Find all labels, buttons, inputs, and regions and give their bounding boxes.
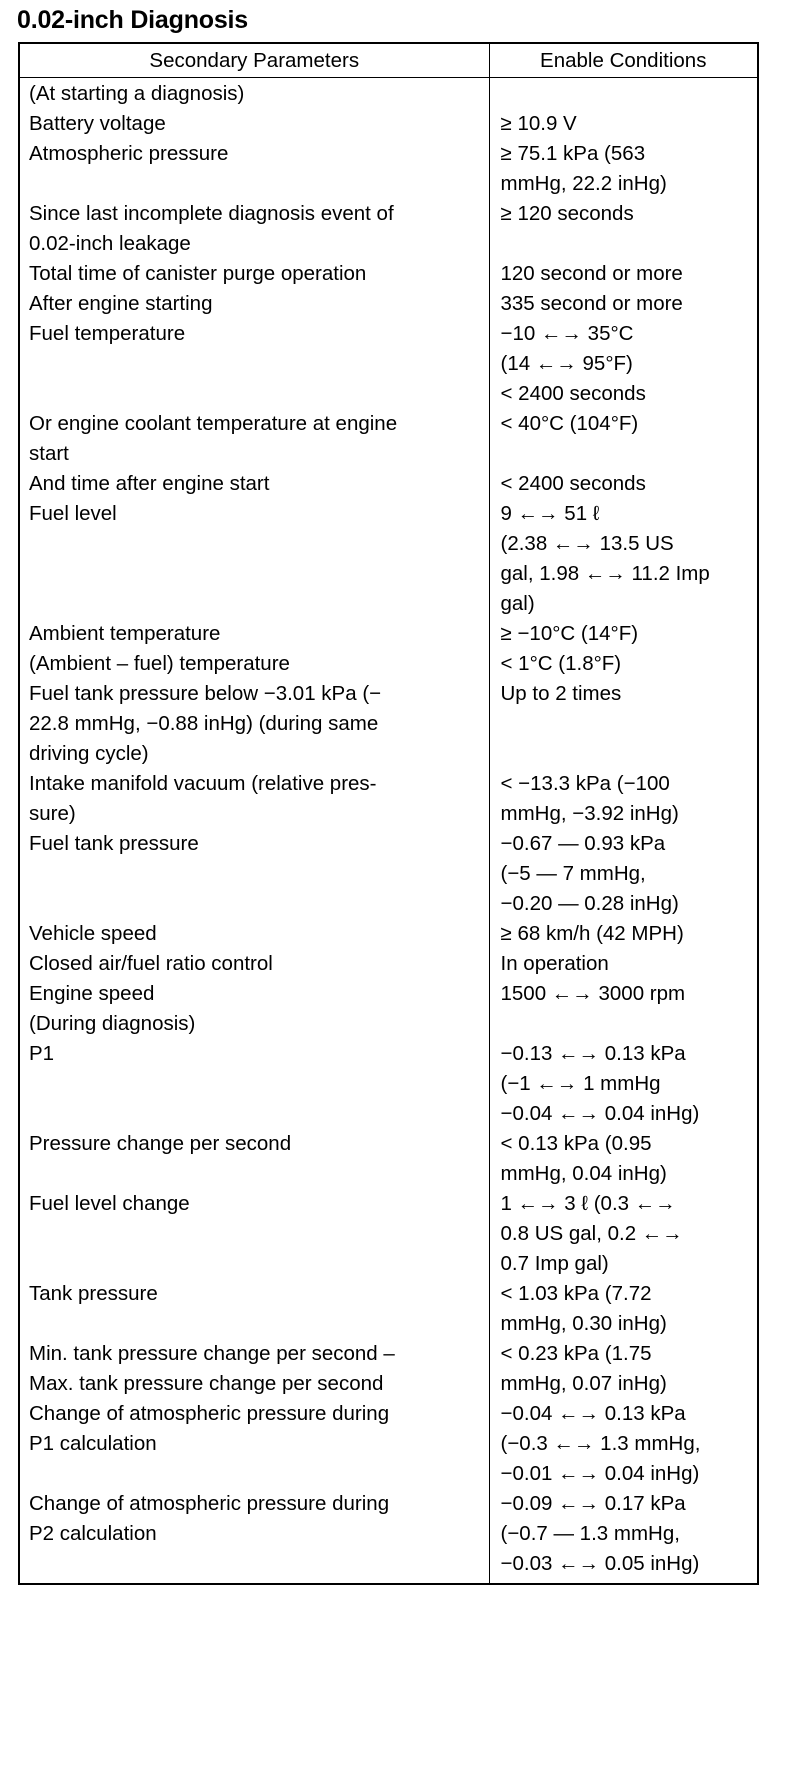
- parameter-cell: (Ambient – fuel) temperature: [19, 649, 489, 679]
- parameter-cell: Atmospheric pressure: [19, 139, 489, 199]
- parameter-cell: Tank pressure: [19, 1279, 489, 1339]
- table-header-row: [19, 43, 758, 78]
- parameter-cell: Fuel level change: [19, 1189, 489, 1279]
- header-enable-conditions: Enable Conditions: [489, 43, 758, 78]
- parameter-cell: Vehicle speed: [19, 919, 489, 949]
- parameter-cell: P1: [19, 1039, 489, 1129]
- table-row: [19, 259, 758, 289]
- parameter-cell: And time after engine start: [19, 469, 489, 499]
- condition-cell: 1 ←→ 3 ℓ (0.3 ←→ 0.8 US gal, 0.2 ←→ 0.7 Imp gal): [489, 1189, 758, 1279]
- table-row: [19, 1339, 758, 1399]
- table-row: [19, 679, 758, 769]
- condition-cell: < 0.13 kPa (0.95 mmHg, 0.04 inHg): [489, 1129, 758, 1189]
- parameter-cell: Fuel tank pressure below −3.01 kPa (− 22.8 mmHg, −0.88 inHg) (during same driving cycle): [19, 679, 489, 769]
- table-row: [19, 499, 758, 619]
- parameter-cell: Ambient temperature: [19, 619, 489, 649]
- parameter-cell: Fuel tank pressure: [19, 829, 489, 919]
- table-row: [19, 619, 758, 649]
- parameter-cell: Min. tank pressure change per second – Max. tank pressure change per second: [19, 1339, 489, 1399]
- table-row: [19, 1489, 758, 1584]
- parameter-cell: Intake manifold vacuum (relative pres- sure): [19, 769, 489, 829]
- parameter-cell: Fuel temperature: [19, 319, 489, 409]
- table-row: [19, 1399, 758, 1489]
- document-title: 0.02-inch Diagnosis: [17, 6, 248, 34]
- parameter-cell: Total time of canister purge operation: [19, 259, 489, 289]
- parameter-cell: Engine speed: [19, 979, 489, 1009]
- condition-cell: In operation: [489, 949, 758, 979]
- table-row: [19, 1279, 758, 1339]
- table-row: [19, 1009, 758, 1039]
- table-row: [19, 1039, 758, 1129]
- parameter-cell: Battery voltage: [19, 109, 489, 139]
- table-row: [19, 409, 758, 469]
- parameter-cell: Or engine coolant temperature at engine start: [19, 409, 489, 469]
- header-secondary-parameters: Secondary Parameters: [19, 43, 489, 78]
- table-row: [19, 1189, 758, 1279]
- condition-cell: ≥ −10°C (14°F): [489, 619, 758, 649]
- condition-cell: Up to 2 times: [489, 679, 758, 769]
- parameter-cell: (During diagnosis): [19, 1009, 489, 1039]
- parameter-cell: Fuel level: [19, 499, 489, 619]
- parameter-cell: Pressure change per second: [19, 1129, 489, 1189]
- condition-cell: 1500 ←→ 3000 rpm: [489, 979, 758, 1009]
- condition-cell: [489, 1009, 758, 1039]
- table-row: [19, 109, 758, 139]
- condition-cell: −10 ←→ 35°C (14 ←→ 95°F) < 2400 seconds: [489, 319, 758, 409]
- table-row: [19, 949, 758, 979]
- condition-cell: ≥ 75.1 kPa (563 mmHg, 22.2 inHg): [489, 139, 758, 199]
- condition-cell: −0.13 ←→ 0.13 kPa (−1 ←→ 1 mmHg −0.04 ←→ 0.04 inHg): [489, 1039, 758, 1129]
- table-row: [19, 649, 758, 679]
- condition-cell: < 2400 seconds: [489, 469, 758, 499]
- parameter-cell: Change of atmospheric pressure during P2 calculation: [19, 1489, 489, 1584]
- parameters-table: [18, 42, 759, 1585]
- parameter-cell: (At starting a diagnosis): [19, 78, 489, 110]
- table-row: [19, 78, 758, 110]
- table-row: [19, 829, 758, 919]
- condition-cell: [489, 78, 758, 110]
- condition-cell: < −13.3 kPa (−100 mmHg, −3.92 inHg): [489, 769, 758, 829]
- condition-cell: −0.67 — 0.93 kPa (−5 — 7 mmHg, −0.20 — 0.28 inHg): [489, 829, 758, 919]
- condition-cell: < 0.23 kPa (1.75 mmHg, 0.07 inHg): [489, 1339, 758, 1399]
- condition-cell: ≥ 120 seconds: [489, 199, 758, 259]
- condition-cell: ≥ 68 km/h (42 MPH): [489, 919, 758, 949]
- condition-cell: ≥ 10.9 V: [489, 109, 758, 139]
- table-row: [19, 319, 758, 409]
- parameter-cell: After engine starting: [19, 289, 489, 319]
- table-row: [19, 919, 758, 949]
- condition-cell: 335 second or more: [489, 289, 758, 319]
- parameter-cell: Change of atmospheric pressure during P1 calculation: [19, 1399, 489, 1489]
- condition-cell: 120 second or more: [489, 259, 758, 289]
- table-row: [19, 289, 758, 319]
- condition-cell: 9 ←→ 51 ℓ (2.38 ←→ 13.5 US gal, 1.98 ←→ 11.2 Imp gal): [489, 499, 758, 619]
- parameter-cell: Since last incomplete diagnosis event of 0.02-inch leakage: [19, 199, 489, 259]
- parameter-cell: Closed air/fuel ratio control: [19, 949, 489, 979]
- condition-cell: −0.09 ←→ 0.17 kPa (−0.7 — 1.3 mmHg, −0.03 ←→ 0.05 inHg): [489, 1489, 758, 1584]
- table-row: [19, 1129, 758, 1189]
- table-row: [19, 469, 758, 499]
- table-row: [19, 199, 758, 259]
- table-row: [19, 769, 758, 829]
- condition-cell: −0.04 ←→ 0.13 kPa (−0.3 ←→ 1.3 mmHg, −0.01 ←→ 0.04 inHg): [489, 1399, 758, 1489]
- condition-cell: < 1.03 kPa (7.72 mmHg, 0.30 inHg): [489, 1279, 758, 1339]
- table-row: [19, 979, 758, 1009]
- condition-cell: < 40°C (104°F): [489, 409, 758, 469]
- condition-cell: < 1°C (1.8°F): [489, 649, 758, 679]
- table-row: [19, 139, 758, 199]
